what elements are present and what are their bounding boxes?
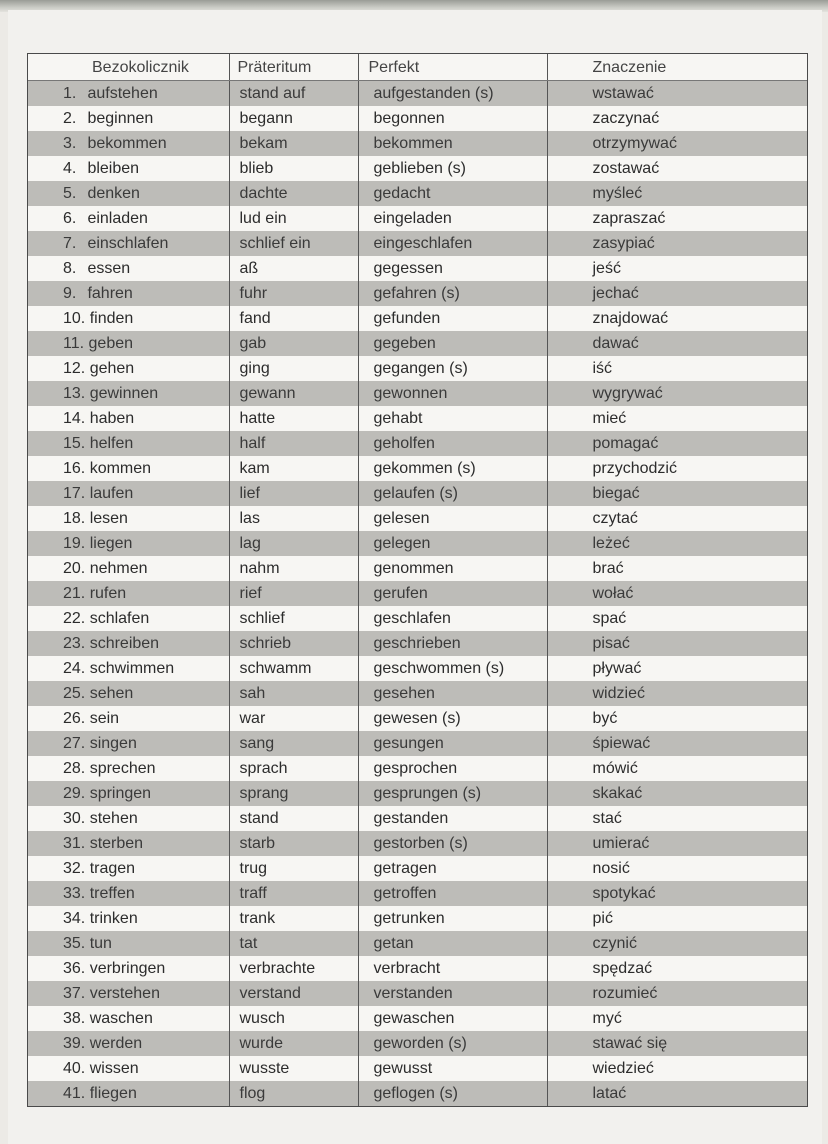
row-number: 22. bbox=[63, 610, 86, 627]
cell-infinitive bbox=[28, 331, 229, 356]
cell-meaning: pić bbox=[547, 906, 807, 931]
cell-meaning: brać bbox=[547, 556, 807, 581]
cell-meaning: znajdować bbox=[547, 306, 807, 331]
infinitive-text: einladen bbox=[87, 210, 148, 227]
cell-meaning: mieć bbox=[547, 406, 807, 431]
infinitive-text: trinken bbox=[89, 910, 138, 927]
cell-infinitive bbox=[28, 1031, 229, 1056]
cell-meaning: przychodzić bbox=[547, 456, 807, 481]
infinitive-text: tragen bbox=[89, 860, 136, 877]
row-number: 18. bbox=[63, 510, 86, 527]
cell-praeteritum: gewann bbox=[229, 381, 358, 406]
table-row bbox=[28, 656, 807, 681]
row-number: 33. bbox=[63, 885, 86, 902]
cell-praeteritum: las bbox=[229, 506, 358, 531]
cell-praeteritum: wusste bbox=[229, 1056, 358, 1081]
table-row bbox=[28, 556, 807, 581]
cell-meaning: biegać bbox=[547, 481, 807, 506]
cell-infinitive bbox=[28, 506, 229, 531]
cell-meaning: spotykać bbox=[547, 881, 807, 906]
infinitive-text: sein bbox=[89, 710, 120, 727]
row-number: 26. bbox=[63, 710, 86, 727]
table-row bbox=[28, 481, 807, 506]
cell-praeteritum: bekam bbox=[229, 131, 358, 156]
cell-infinitive bbox=[28, 756, 229, 781]
table-row bbox=[28, 956, 807, 981]
cell-perfekt: geschlafen bbox=[358, 606, 547, 631]
cell-infinitive bbox=[28, 206, 229, 231]
table-row bbox=[28, 506, 807, 531]
table-row bbox=[28, 806, 807, 831]
cell-perfekt: gegeben bbox=[358, 331, 547, 356]
table-row bbox=[28, 106, 807, 131]
cell-perfekt: gegangen (s) bbox=[358, 356, 547, 381]
cell-infinitive bbox=[28, 81, 229, 107]
table-row bbox=[28, 781, 807, 806]
cell-meaning: stać bbox=[547, 806, 807, 831]
cell-praeteritum: schlief ein bbox=[229, 231, 358, 256]
infinitive-text: rufen bbox=[89, 585, 127, 602]
cell-infinitive bbox=[28, 906, 229, 931]
infinitive-text: liegen bbox=[89, 535, 133, 552]
infinitive-text: einschlafen bbox=[87, 235, 169, 252]
cell-perfekt: gewaschen bbox=[358, 1006, 547, 1031]
table-row bbox=[28, 356, 807, 381]
header-meaning: Znaczenie bbox=[547, 54, 807, 81]
cell-infinitive bbox=[28, 181, 229, 206]
table-row bbox=[28, 681, 807, 706]
cell-meaning: myśleć bbox=[547, 181, 807, 206]
infinitive-text: bekommen bbox=[87, 135, 167, 152]
cell-praeteritum: sprach bbox=[229, 756, 358, 781]
cell-meaning: zostawać bbox=[547, 156, 807, 181]
infinitive-text: sprechen bbox=[89, 760, 156, 777]
row-number: 19. bbox=[63, 535, 86, 552]
table-row bbox=[28, 1056, 807, 1081]
infinitive-text: haben bbox=[89, 410, 135, 427]
infinitive-text: waschen bbox=[89, 1010, 153, 1027]
row-number: 27. bbox=[63, 735, 86, 752]
cell-perfekt: getragen bbox=[358, 856, 547, 881]
cell-perfekt: verbracht bbox=[358, 956, 547, 981]
row-number: 39. bbox=[63, 1035, 86, 1052]
header-praeteritum: Präteritum bbox=[229, 54, 358, 81]
cell-meaning: otrzymywać bbox=[547, 131, 807, 156]
table-row bbox=[28, 231, 807, 256]
table-row bbox=[28, 131, 807, 156]
cell-praeteritum: rief bbox=[229, 581, 358, 606]
cell-meaning: jeść bbox=[547, 256, 807, 281]
cell-perfekt: getroffen bbox=[358, 881, 547, 906]
table-row bbox=[28, 281, 807, 306]
cell-praeteritum: traff bbox=[229, 881, 358, 906]
table-row bbox=[28, 856, 807, 881]
infinitive-text: gewinnen bbox=[89, 385, 159, 402]
row-number: 41. bbox=[63, 1085, 86, 1102]
cell-praeteritum: wusch bbox=[229, 1006, 358, 1031]
cell-infinitive bbox=[28, 306, 229, 331]
table-row bbox=[28, 606, 807, 631]
cell-praeteritum: flog bbox=[229, 1081, 358, 1106]
cell-perfekt: genommen bbox=[358, 556, 547, 581]
cell-meaning: spędzać bbox=[547, 956, 807, 981]
infinitive-text: denken bbox=[87, 185, 140, 202]
cell-meaning: pomagać bbox=[547, 431, 807, 456]
row-number: 5. bbox=[63, 185, 77, 202]
cell-infinitive bbox=[28, 981, 229, 1006]
row-number: 14. bbox=[63, 410, 86, 427]
cell-perfekt: eingeladen bbox=[358, 206, 547, 231]
cell-infinitive bbox=[28, 281, 229, 306]
row-number: 1. bbox=[63, 85, 77, 102]
row-number: 37. bbox=[63, 985, 86, 1002]
cell-praeteritum: starb bbox=[229, 831, 358, 856]
table-row bbox=[28, 1006, 807, 1031]
table-body bbox=[28, 81, 807, 1107]
cell-perfekt: geschrieben bbox=[358, 631, 547, 656]
cell-praeteritum: gab bbox=[229, 331, 358, 356]
cell-infinitive bbox=[28, 831, 229, 856]
cell-infinitive bbox=[28, 531, 229, 556]
table-row bbox=[28, 431, 807, 456]
table-row bbox=[28, 1081, 807, 1106]
cell-praeteritum: trank bbox=[229, 906, 358, 931]
cell-infinitive bbox=[28, 381, 229, 406]
cell-infinitive bbox=[28, 706, 229, 731]
cell-praeteritum: half bbox=[229, 431, 358, 456]
cell-meaning: śpiewać bbox=[547, 731, 807, 756]
infinitive-text: schwimmen bbox=[89, 660, 175, 677]
cell-praeteritum: begann bbox=[229, 106, 358, 131]
cell-praeteritum: stand bbox=[229, 806, 358, 831]
cell-meaning: wołać bbox=[547, 581, 807, 606]
infinitive-text: schreiben bbox=[89, 635, 160, 652]
cell-meaning: zapraszać bbox=[547, 206, 807, 231]
cell-infinitive bbox=[28, 256, 229, 281]
cell-perfekt: getrunken bbox=[358, 906, 547, 931]
cell-praeteritum: dachte bbox=[229, 181, 358, 206]
cell-praeteritum: lief bbox=[229, 481, 358, 506]
cell-praeteritum: wurde bbox=[229, 1031, 358, 1056]
cell-meaning: pływać bbox=[547, 656, 807, 681]
infinitive-text: laufen bbox=[89, 485, 134, 502]
infinitive-text: sterben bbox=[89, 835, 144, 852]
cell-infinitive bbox=[28, 781, 229, 806]
cell-praeteritum: lud ein bbox=[229, 206, 358, 231]
cell-meaning: latać bbox=[547, 1081, 807, 1106]
table-row bbox=[28, 381, 807, 406]
cell-infinitive bbox=[28, 656, 229, 681]
cell-perfekt: geblieben (s) bbox=[358, 156, 547, 181]
infinitive-text: aufstehen bbox=[87, 85, 158, 102]
infinitive-text: werden bbox=[89, 1035, 143, 1052]
cell-perfekt: gelaufen (s) bbox=[358, 481, 547, 506]
row-number: 13. bbox=[63, 385, 86, 402]
table-row bbox=[28, 631, 807, 656]
row-number: 2. bbox=[63, 110, 77, 127]
cell-infinitive bbox=[28, 231, 229, 256]
infinitive-text: verstehen bbox=[89, 985, 160, 1002]
header-perfekt: Perfekt bbox=[358, 54, 547, 81]
cell-praeteritum: tat bbox=[229, 931, 358, 956]
table-row bbox=[28, 531, 807, 556]
cell-perfekt: gedacht bbox=[358, 181, 547, 206]
irregular-verbs-table-container bbox=[27, 53, 808, 1107]
infinitive-text: tun bbox=[89, 935, 112, 952]
cell-praeteritum: verstand bbox=[229, 981, 358, 1006]
cell-meaning: nosić bbox=[547, 856, 807, 881]
cell-infinitive bbox=[28, 1006, 229, 1031]
infinitive-text: bleiben bbox=[87, 160, 140, 177]
infinitive-text: beginnen bbox=[87, 110, 154, 127]
row-number: 24. bbox=[63, 660, 86, 677]
cell-infinitive bbox=[28, 356, 229, 381]
cell-praeteritum: nahm bbox=[229, 556, 358, 581]
cell-praeteritum: kam bbox=[229, 456, 358, 481]
infinitive-text: wissen bbox=[89, 1060, 139, 1077]
row-number: 34. bbox=[63, 910, 86, 927]
cell-praeteritum: stand auf bbox=[229, 81, 358, 107]
cell-perfekt: eingeschlafen bbox=[358, 231, 547, 256]
table-header-row bbox=[28, 54, 807, 81]
row-number: 4. bbox=[63, 160, 77, 177]
cell-praeteritum: schwamm bbox=[229, 656, 358, 681]
infinitive-text: fahren bbox=[87, 285, 133, 302]
infinitive-text: nehmen bbox=[89, 560, 148, 577]
cell-praeteritum: schlief bbox=[229, 606, 358, 631]
table-row bbox=[28, 206, 807, 231]
cell-infinitive bbox=[28, 406, 229, 431]
cell-meaning: skakać bbox=[547, 781, 807, 806]
infinitive-text: geben bbox=[88, 335, 134, 352]
cell-infinitive bbox=[28, 581, 229, 606]
cell-perfekt: gelesen bbox=[358, 506, 547, 531]
row-number: 9. bbox=[63, 285, 77, 302]
row-number: 7. bbox=[63, 235, 77, 252]
cell-perfekt: gelegen bbox=[358, 531, 547, 556]
row-number: 8. bbox=[63, 260, 77, 277]
cell-meaning: jechać bbox=[547, 281, 807, 306]
row-number: 38. bbox=[63, 1010, 86, 1027]
cell-meaning: czytać bbox=[547, 506, 807, 531]
cell-perfekt: gegessen bbox=[358, 256, 547, 281]
cell-praeteritum: ging bbox=[229, 356, 358, 381]
cell-perfekt: gesungen bbox=[358, 731, 547, 756]
row-number: 3. bbox=[63, 135, 77, 152]
table-row bbox=[28, 331, 807, 356]
cell-perfekt: gestorben (s) bbox=[358, 831, 547, 856]
table-row bbox=[28, 931, 807, 956]
irregular-verbs-table bbox=[28, 54, 807, 1106]
cell-infinitive bbox=[28, 681, 229, 706]
table-row bbox=[28, 731, 807, 756]
table-row bbox=[28, 81, 807, 107]
row-number: 20. bbox=[63, 560, 86, 577]
cell-meaning: widzieć bbox=[547, 681, 807, 706]
cell-infinitive bbox=[28, 881, 229, 906]
cell-perfekt: gerufen bbox=[358, 581, 547, 606]
cell-meaning: spać bbox=[547, 606, 807, 631]
header-infinitive: Bezokolicznik bbox=[28, 54, 229, 81]
cell-praeteritum: schrieb bbox=[229, 631, 358, 656]
infinitive-text: essen bbox=[87, 260, 131, 277]
table-row bbox=[28, 881, 807, 906]
cell-praeteritum: aß bbox=[229, 256, 358, 281]
cell-praeteritum: fuhr bbox=[229, 281, 358, 306]
table-row bbox=[28, 406, 807, 431]
cell-meaning: być bbox=[547, 706, 807, 731]
cell-meaning: zasypiać bbox=[547, 231, 807, 256]
cell-meaning: umierać bbox=[547, 831, 807, 856]
cell-meaning: wiedzieć bbox=[547, 1056, 807, 1081]
cell-infinitive bbox=[28, 806, 229, 831]
cell-praeteritum: lag bbox=[229, 531, 358, 556]
table-row bbox=[28, 981, 807, 1006]
infinitive-text: springen bbox=[89, 785, 152, 802]
row-number: 28. bbox=[63, 760, 86, 777]
cell-meaning: mówić bbox=[547, 756, 807, 781]
row-number: 31. bbox=[63, 835, 86, 852]
cell-meaning: wstawać bbox=[547, 81, 807, 107]
cell-perfekt: gefahren (s) bbox=[358, 281, 547, 306]
cell-infinitive bbox=[28, 156, 229, 181]
cell-infinitive bbox=[28, 631, 229, 656]
row-number: 30. bbox=[63, 810, 86, 827]
row-number: 10. bbox=[63, 310, 86, 327]
table-row bbox=[28, 156, 807, 181]
table-row bbox=[28, 1031, 807, 1056]
cell-perfekt: gesehen bbox=[358, 681, 547, 706]
table-row bbox=[28, 581, 807, 606]
cell-infinitive bbox=[28, 481, 229, 506]
row-number: 29. bbox=[63, 785, 86, 802]
cell-perfekt: gesprungen (s) bbox=[358, 781, 547, 806]
table-row bbox=[28, 756, 807, 781]
row-number: 36. bbox=[63, 960, 86, 977]
cell-infinitive bbox=[28, 731, 229, 756]
infinitive-text: treffen bbox=[89, 885, 135, 902]
cell-meaning: iść bbox=[547, 356, 807, 381]
cell-infinitive bbox=[28, 956, 229, 981]
cell-meaning: wygrywać bbox=[547, 381, 807, 406]
cell-perfekt: begonnen bbox=[358, 106, 547, 131]
row-number: 11. bbox=[63, 335, 85, 352]
cell-perfekt: getan bbox=[358, 931, 547, 956]
cell-infinitive bbox=[28, 431, 229, 456]
infinitive-text: schlafen bbox=[89, 610, 150, 627]
table-row bbox=[28, 706, 807, 731]
row-number: 35. bbox=[63, 935, 86, 952]
cell-perfekt: verstanden bbox=[358, 981, 547, 1006]
cell-praeteritum: blieb bbox=[229, 156, 358, 181]
cell-meaning: leżeć bbox=[547, 531, 807, 556]
cell-perfekt: gewusst bbox=[358, 1056, 547, 1081]
cell-meaning: pisać bbox=[547, 631, 807, 656]
cell-meaning: rozumieć bbox=[547, 981, 807, 1006]
cell-perfekt: bekommen bbox=[358, 131, 547, 156]
cell-infinitive bbox=[28, 856, 229, 881]
infinitive-text: verbringen bbox=[89, 960, 166, 977]
row-number: 40. bbox=[63, 1060, 86, 1077]
cell-infinitive bbox=[28, 456, 229, 481]
row-number: 21. bbox=[63, 585, 86, 602]
cell-perfekt: gefunden bbox=[358, 306, 547, 331]
row-number: 17. bbox=[63, 485, 86, 502]
row-number: 12. bbox=[63, 360, 86, 377]
table-row bbox=[28, 906, 807, 931]
cell-meaning: czynić bbox=[547, 931, 807, 956]
cell-praeteritum: war bbox=[229, 706, 358, 731]
cell-praeteritum: hatte bbox=[229, 406, 358, 431]
table-row bbox=[28, 831, 807, 856]
table-row bbox=[28, 306, 807, 331]
cell-perfekt: gewonnen bbox=[358, 381, 547, 406]
infinitive-text: gehen bbox=[89, 360, 135, 377]
cell-perfekt: gewesen (s) bbox=[358, 706, 547, 731]
cell-praeteritum: sang bbox=[229, 731, 358, 756]
row-number: 15. bbox=[63, 435, 86, 452]
row-number: 6. bbox=[63, 210, 77, 227]
infinitive-text: singen bbox=[89, 735, 137, 752]
cell-perfekt: gestanden bbox=[358, 806, 547, 831]
cell-meaning: myć bbox=[547, 1006, 807, 1031]
row-number: 23. bbox=[63, 635, 86, 652]
row-number: 25. bbox=[63, 685, 86, 702]
infinitive-text: sehen bbox=[89, 685, 134, 702]
cell-perfekt: aufgestanden (s) bbox=[358, 81, 547, 107]
cell-infinitive bbox=[28, 131, 229, 156]
cell-praeteritum: trug bbox=[229, 856, 358, 881]
row-number: 16. bbox=[63, 460, 86, 477]
cell-praeteritum: sprang bbox=[229, 781, 358, 806]
infinitive-text: helfen bbox=[89, 435, 134, 452]
cell-infinitive bbox=[28, 1056, 229, 1081]
table-row bbox=[28, 456, 807, 481]
cell-meaning: zaczynać bbox=[547, 106, 807, 131]
row-number: 32. bbox=[63, 860, 86, 877]
cell-praeteritum: fand bbox=[229, 306, 358, 331]
cell-infinitive bbox=[28, 1081, 229, 1106]
cell-perfekt: gesprochen bbox=[358, 756, 547, 781]
table-row bbox=[28, 256, 807, 281]
cell-perfekt: geschwommen (s) bbox=[358, 656, 547, 681]
cell-perfekt: gehabt bbox=[358, 406, 547, 431]
cell-perfekt: geholfen bbox=[358, 431, 547, 456]
cell-infinitive bbox=[28, 931, 229, 956]
cell-perfekt: gekommen (s) bbox=[358, 456, 547, 481]
table-row bbox=[28, 181, 807, 206]
infinitive-text: lesen bbox=[89, 510, 128, 527]
infinitive-text: kommen bbox=[89, 460, 152, 477]
cell-praeteritum: verbrachte bbox=[229, 956, 358, 981]
infinitive-text: stehen bbox=[89, 810, 138, 827]
infinitive-text: fliegen bbox=[89, 1085, 137, 1102]
cell-infinitive bbox=[28, 556, 229, 581]
cell-infinitive bbox=[28, 606, 229, 631]
infinitive-text: finden bbox=[89, 310, 134, 327]
cell-praeteritum: sah bbox=[229, 681, 358, 706]
cell-perfekt: geflogen (s) bbox=[358, 1081, 547, 1106]
cell-perfekt: geworden (s) bbox=[358, 1031, 547, 1056]
cell-meaning: stawać się bbox=[547, 1031, 807, 1056]
cell-meaning: dawać bbox=[547, 331, 807, 356]
cell-infinitive bbox=[28, 106, 229, 131]
